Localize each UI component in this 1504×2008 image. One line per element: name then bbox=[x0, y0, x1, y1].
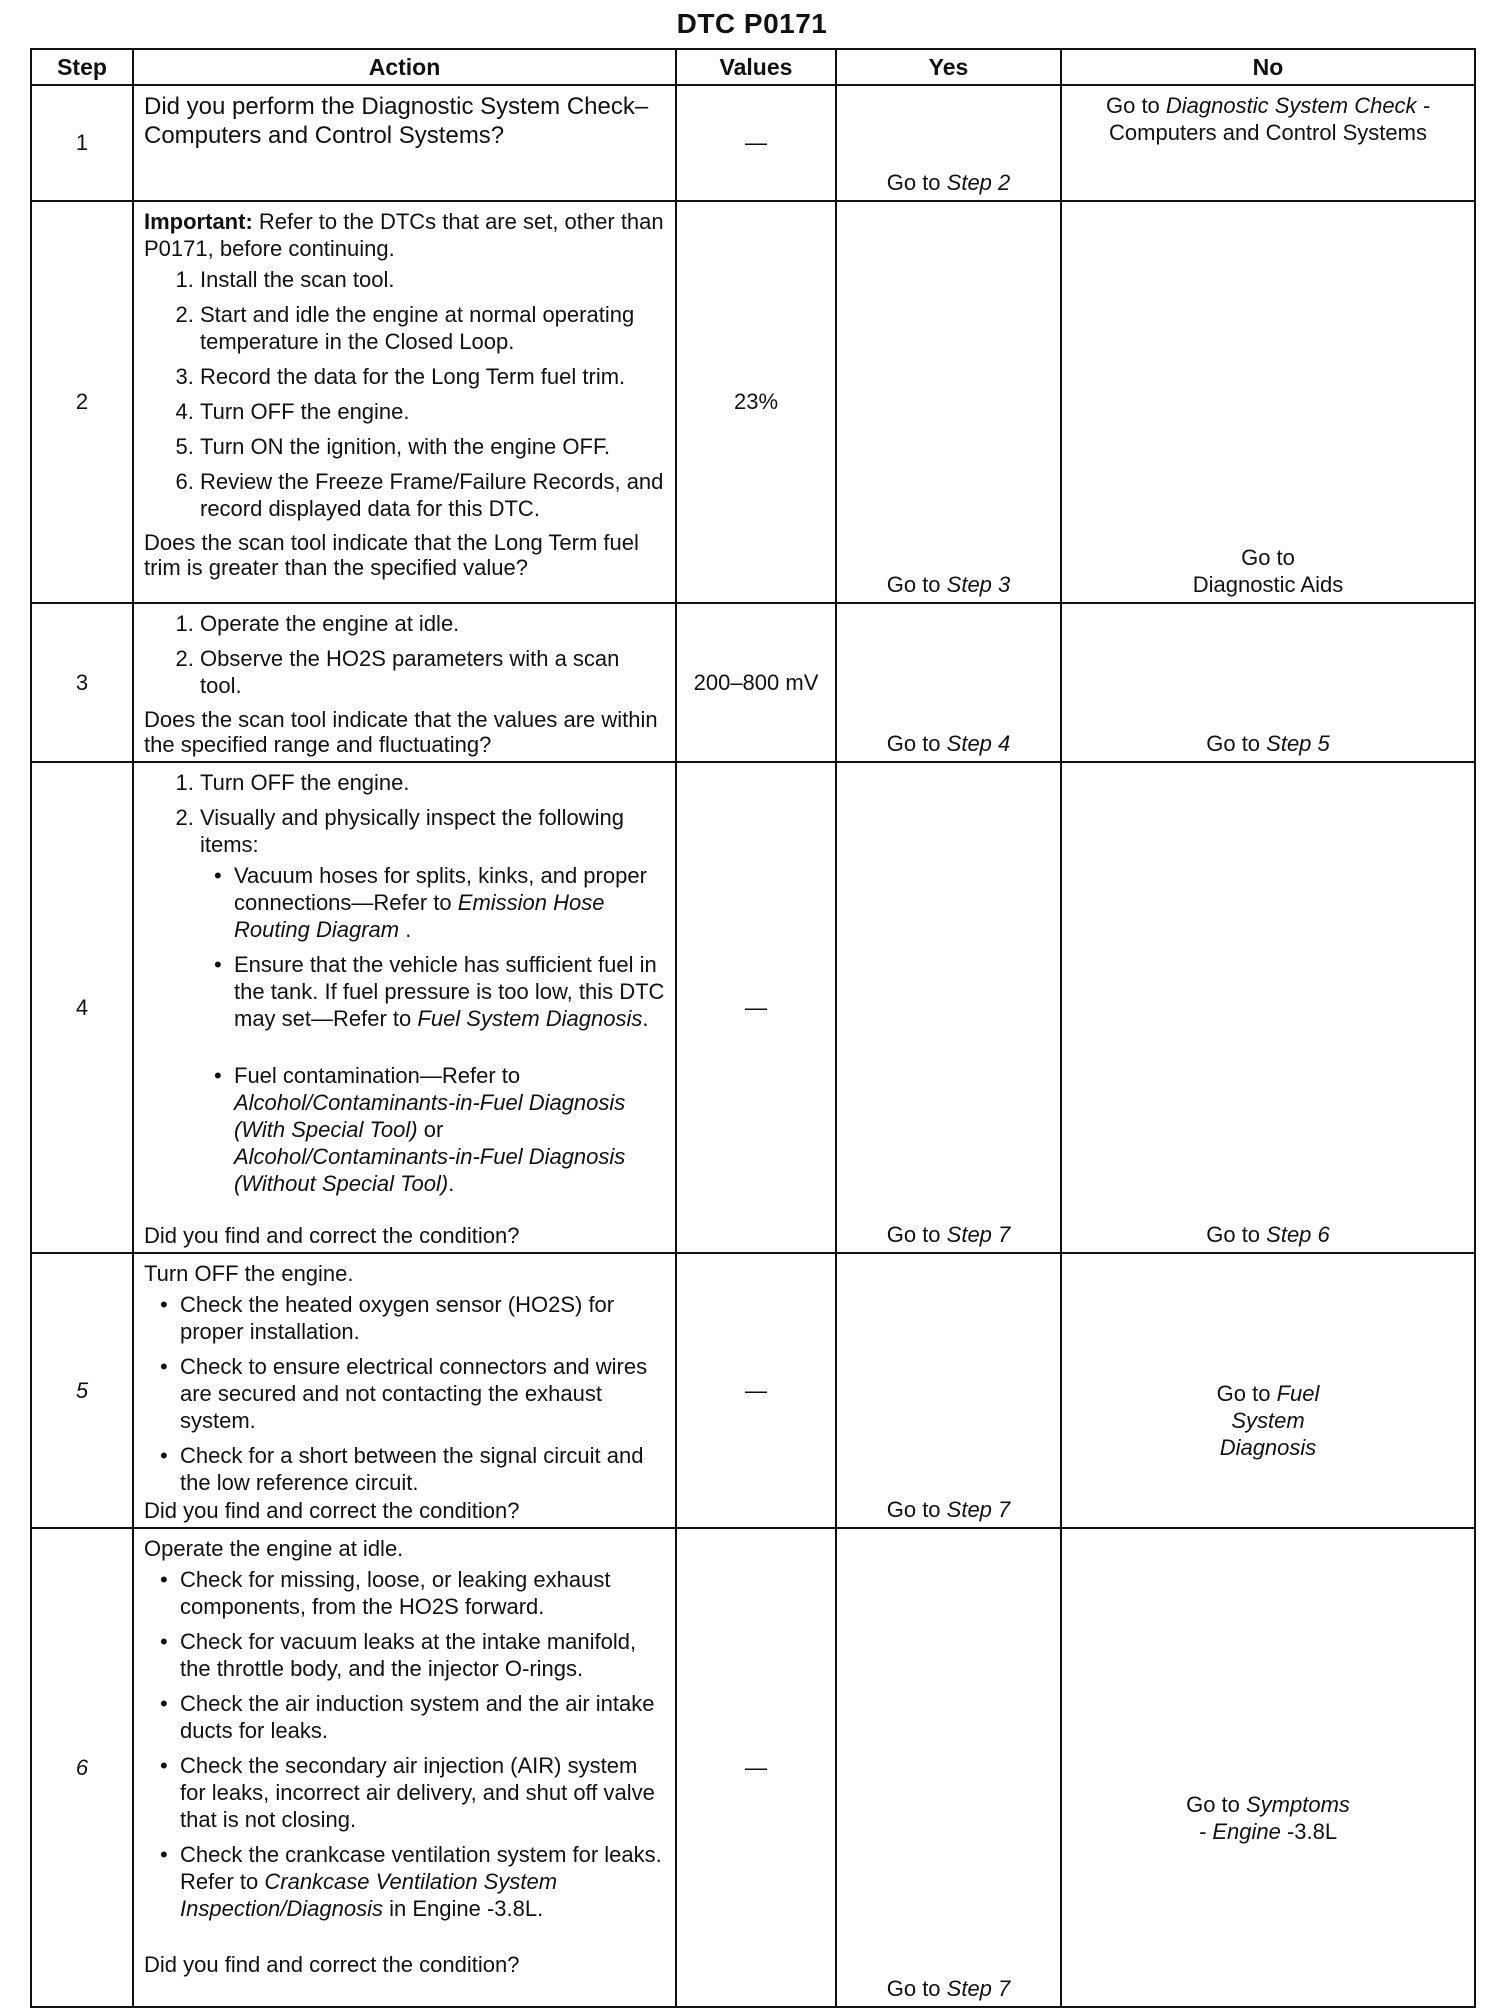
list-item: 1. Install the scan tool. bbox=[200, 266, 665, 293]
value-cell: — bbox=[676, 1528, 836, 2007]
list-item: • Check for a short between the signal circuit and the low reference circuit. bbox=[180, 1442, 665, 1496]
table-row-step-1 bbox=[31, 85, 1475, 201]
no-link[interactable]: Symptoms bbox=[1246, 1791, 1350, 1817]
action-question: Does the scan tool indicate that the Long Term fuel trim is greater than the specified value? bbox=[144, 530, 639, 580]
value-cell: 200–800 mV bbox=[676, 603, 836, 762]
step-number: 1 bbox=[31, 85, 133, 201]
list-item: 1. Operate the engine at idle. bbox=[200, 610, 665, 637]
step-number: 2 bbox=[31, 201, 133, 603]
no-link[interactable]: Step 6 bbox=[1266, 1222, 1330, 1247]
no-link[interactable]: Fuel bbox=[1276, 1381, 1320, 1406]
value-cell: — bbox=[676, 762, 836, 1253]
header-no: No bbox=[1061, 49, 1475, 85]
action-intro: Operate the engine at idle. bbox=[144, 1536, 404, 1561]
no-cell: Go to Diagnostic System Check - Computers and Control Systems bbox=[1061, 85, 1475, 201]
yes-link[interactable]: Step 3 bbox=[946, 572, 1011, 597]
list-item: 2. Observe the HO2S parameters with a scan tool. bbox=[200, 645, 665, 699]
table-row-step-3 bbox=[31, 603, 1475, 762]
list-item: 5. Turn ON the ignition, with the engine OFF. bbox=[200, 433, 665, 460]
no-cell: Go to Diagnostic Aids bbox=[1061, 201, 1475, 603]
reference-link[interactable]: Fuel System Diagnosis bbox=[417, 1006, 643, 1031]
reference-link[interactable]: Alcohol/Contaminants-in-Fuel Diagnosis (Without Special Tool) bbox=[234, 1144, 626, 1196]
value-cell: — bbox=[676, 1253, 836, 1528]
action-intro: Turn OFF the engine. bbox=[144, 1261, 354, 1286]
list-item: • Check the secondary air injection (AIR) system for leaks, incorrect air delivery, and shut off valve that is not closing. bbox=[180, 1752, 665, 1833]
yes-cell: Go to Step 7 bbox=[836, 1253, 1061, 1528]
header-values: Values bbox=[676, 49, 836, 85]
yes-cell: Go to Step 7 bbox=[836, 1528, 1061, 2007]
table-row-step-6 bbox=[31, 1528, 1475, 2007]
list-item: 6. Review the Freeze Frame/Failure Records, and record displayed data for this DTC. bbox=[200, 468, 665, 522]
action-cell bbox=[133, 762, 676, 1253]
list-item: • Ensure that the vehicle has sufficient fuel in the tank. If fuel pressure is too low, this DTC may set—Refer to Fuel System Diagnosis. bbox=[234, 951, 665, 1032]
procedure-list bbox=[144, 266, 665, 522]
list-item: • Check to ensure electrical connectors and wires are secured and not contacting the exhaust system. bbox=[180, 1353, 665, 1434]
list-item: • Vacuum hoses for splits, kinks, and proper connections—Refer to Emission Hose Routing Diagram . bbox=[234, 862, 665, 943]
action-question: Did you find and correct the condition? bbox=[144, 1223, 520, 1248]
page-title: DTC P0171 bbox=[676, 8, 828, 39]
list-item: • Check the air induction system and the air intake ducts for leaks. bbox=[180, 1690, 665, 1744]
inspection-bullets bbox=[200, 862, 665, 1197]
yes-cell: Go to Step 2 bbox=[836, 85, 1061, 201]
yes-cell: Go to Step 7 bbox=[836, 762, 1061, 1253]
no-link[interactable]: Step 5 bbox=[1266, 731, 1330, 756]
list-item: • Check the heated oxygen sensor (HO2S) for proper installation. bbox=[180, 1291, 665, 1345]
table-row-step-2 bbox=[31, 201, 1475, 603]
no-link-cont[interactable]: System Diagnosis bbox=[1219, 1408, 1317, 1460]
list-item: 2. Start and idle the engine at normal operating temperature in the Closed Loop. bbox=[200, 301, 665, 355]
list-item: 1. Turn OFF the engine. bbox=[200, 769, 665, 796]
no-link-cont[interactable]: - Engine bbox=[1198, 1818, 1281, 1844]
header-action: Action bbox=[133, 49, 676, 85]
reference-link[interactable]: Alcohol/Contaminants-in-Fuel Diagnosis (With Special Tool) bbox=[234, 1090, 626, 1142]
action-cell bbox=[133, 1253, 676, 1528]
header-step: Step bbox=[31, 49, 133, 85]
action-question: Does the scan tool indicate that the values are within the specified range and fluctuating? bbox=[144, 707, 658, 757]
no-link[interactable]: Diagnostic System Check - bbox=[1165, 93, 1430, 118]
action-cell bbox=[133, 201, 676, 603]
header-yes: Yes bbox=[836, 49, 1061, 85]
procedure-list bbox=[144, 610, 665, 699]
action-cell bbox=[133, 603, 676, 762]
yes-link[interactable]: Step 7 bbox=[946, 1976, 1011, 2001]
yes-link[interactable]: Step 2 bbox=[946, 170, 1011, 195]
value-cell: — bbox=[676, 85, 836, 201]
list-item: 4. Turn OFF the engine. bbox=[200, 398, 665, 425]
step-number: 3 bbox=[31, 603, 133, 762]
no-cell: Go to Step 6 bbox=[1061, 762, 1475, 1253]
no-cell: Go to Step 5 bbox=[1061, 603, 1475, 762]
action-cell bbox=[133, 85, 676, 201]
no-cell: Go to Symptoms - Engine -3.8L bbox=[1061, 1528, 1475, 2007]
action-question: Did you find and correct the condition? bbox=[144, 1498, 520, 1523]
action-question: Did you perform the Diagnostic System Check–Computers and Control Systems? bbox=[144, 93, 649, 149]
check-bullets bbox=[144, 1566, 665, 1922]
list-item: • Check the crankcase ventilation system for leaks. Refer to Crankcase Ventilation System Inspection/Diagnosis in Engine -3.8L. bbox=[180, 1841, 665, 1922]
list-item: • Check for missing, loose, or leaking exhaust components, from the HO2S forward. bbox=[180, 1566, 665, 1620]
list-item: 2. Visually and physically inspect the following items: • Vacuum hoses for splits, kinks, and proper connections—Refer to Emission Hose Routing Diagram . • Ensure that the vehicle has sufficient fuel in the tank. If fuel pressure is too low, this DTC may set—Refer to Fuel System Diagnosis. • Fuel contamination—Refer to Alcohol/Contaminants-in-Fuel Diagnosis (With Special Tool) or Alcohol/Contaminants-in-Fuel Diagnosis (Without Special Tool). bbox=[200, 804, 665, 1197]
table-row-step-5 bbox=[31, 1253, 1475, 1528]
important-note: Important: Refer to the DTCs that are set, other than P0171, before continuing. bbox=[144, 209, 664, 261]
yes-cell: Go to Step 4 bbox=[836, 603, 1061, 762]
no-link[interactable]: Diagnostic Aids bbox=[1192, 572, 1344, 597]
step-number: 5 bbox=[31, 1253, 133, 1528]
yes-cell: Go to Step 3 bbox=[836, 201, 1061, 603]
reference-link[interactable]: Emission Hose Routing Diagram bbox=[234, 890, 605, 942]
yes-link[interactable]: Step 7 bbox=[946, 1222, 1011, 1247]
value-cell: 23% bbox=[676, 201, 836, 603]
diagnostic-table bbox=[30, 48, 1476, 2008]
yes-link[interactable]: Step 4 bbox=[946, 731, 1011, 756]
reference-link[interactable]: Crankcase Ventilation System Inspection/Diagnosis bbox=[180, 1869, 558, 1921]
action-question: Did you find and correct the condition? bbox=[144, 1952, 520, 1977]
action-cell bbox=[133, 1528, 676, 2007]
list-item: • Fuel contamination—Refer to Alcohol/Contaminants-in-Fuel Diagnosis (With Special Tool) or Alcohol/Contaminants-in-Fuel Diagnosis (Without Special Tool). bbox=[234, 1062, 665, 1197]
table-row-step-4 bbox=[31, 762, 1475, 1253]
step-number: 6 bbox=[31, 1528, 133, 2007]
list-item: • Check for vacuum leaks at the intake manifold, the throttle body, and the injector O-rings. bbox=[180, 1628, 665, 1682]
check-bullets bbox=[144, 1291, 665, 1496]
procedure-list bbox=[144, 769, 665, 1197]
step-number: 4 bbox=[31, 762, 133, 1253]
yes-link[interactable]: Step 7 bbox=[946, 1497, 1011, 1522]
list-item: 3. Record the data for the Long Term fuel trim. bbox=[200, 363, 665, 390]
table-header-row bbox=[31, 49, 1475, 85]
no-cell: Go to Fuel System Diagnosis bbox=[1061, 1253, 1475, 1528]
